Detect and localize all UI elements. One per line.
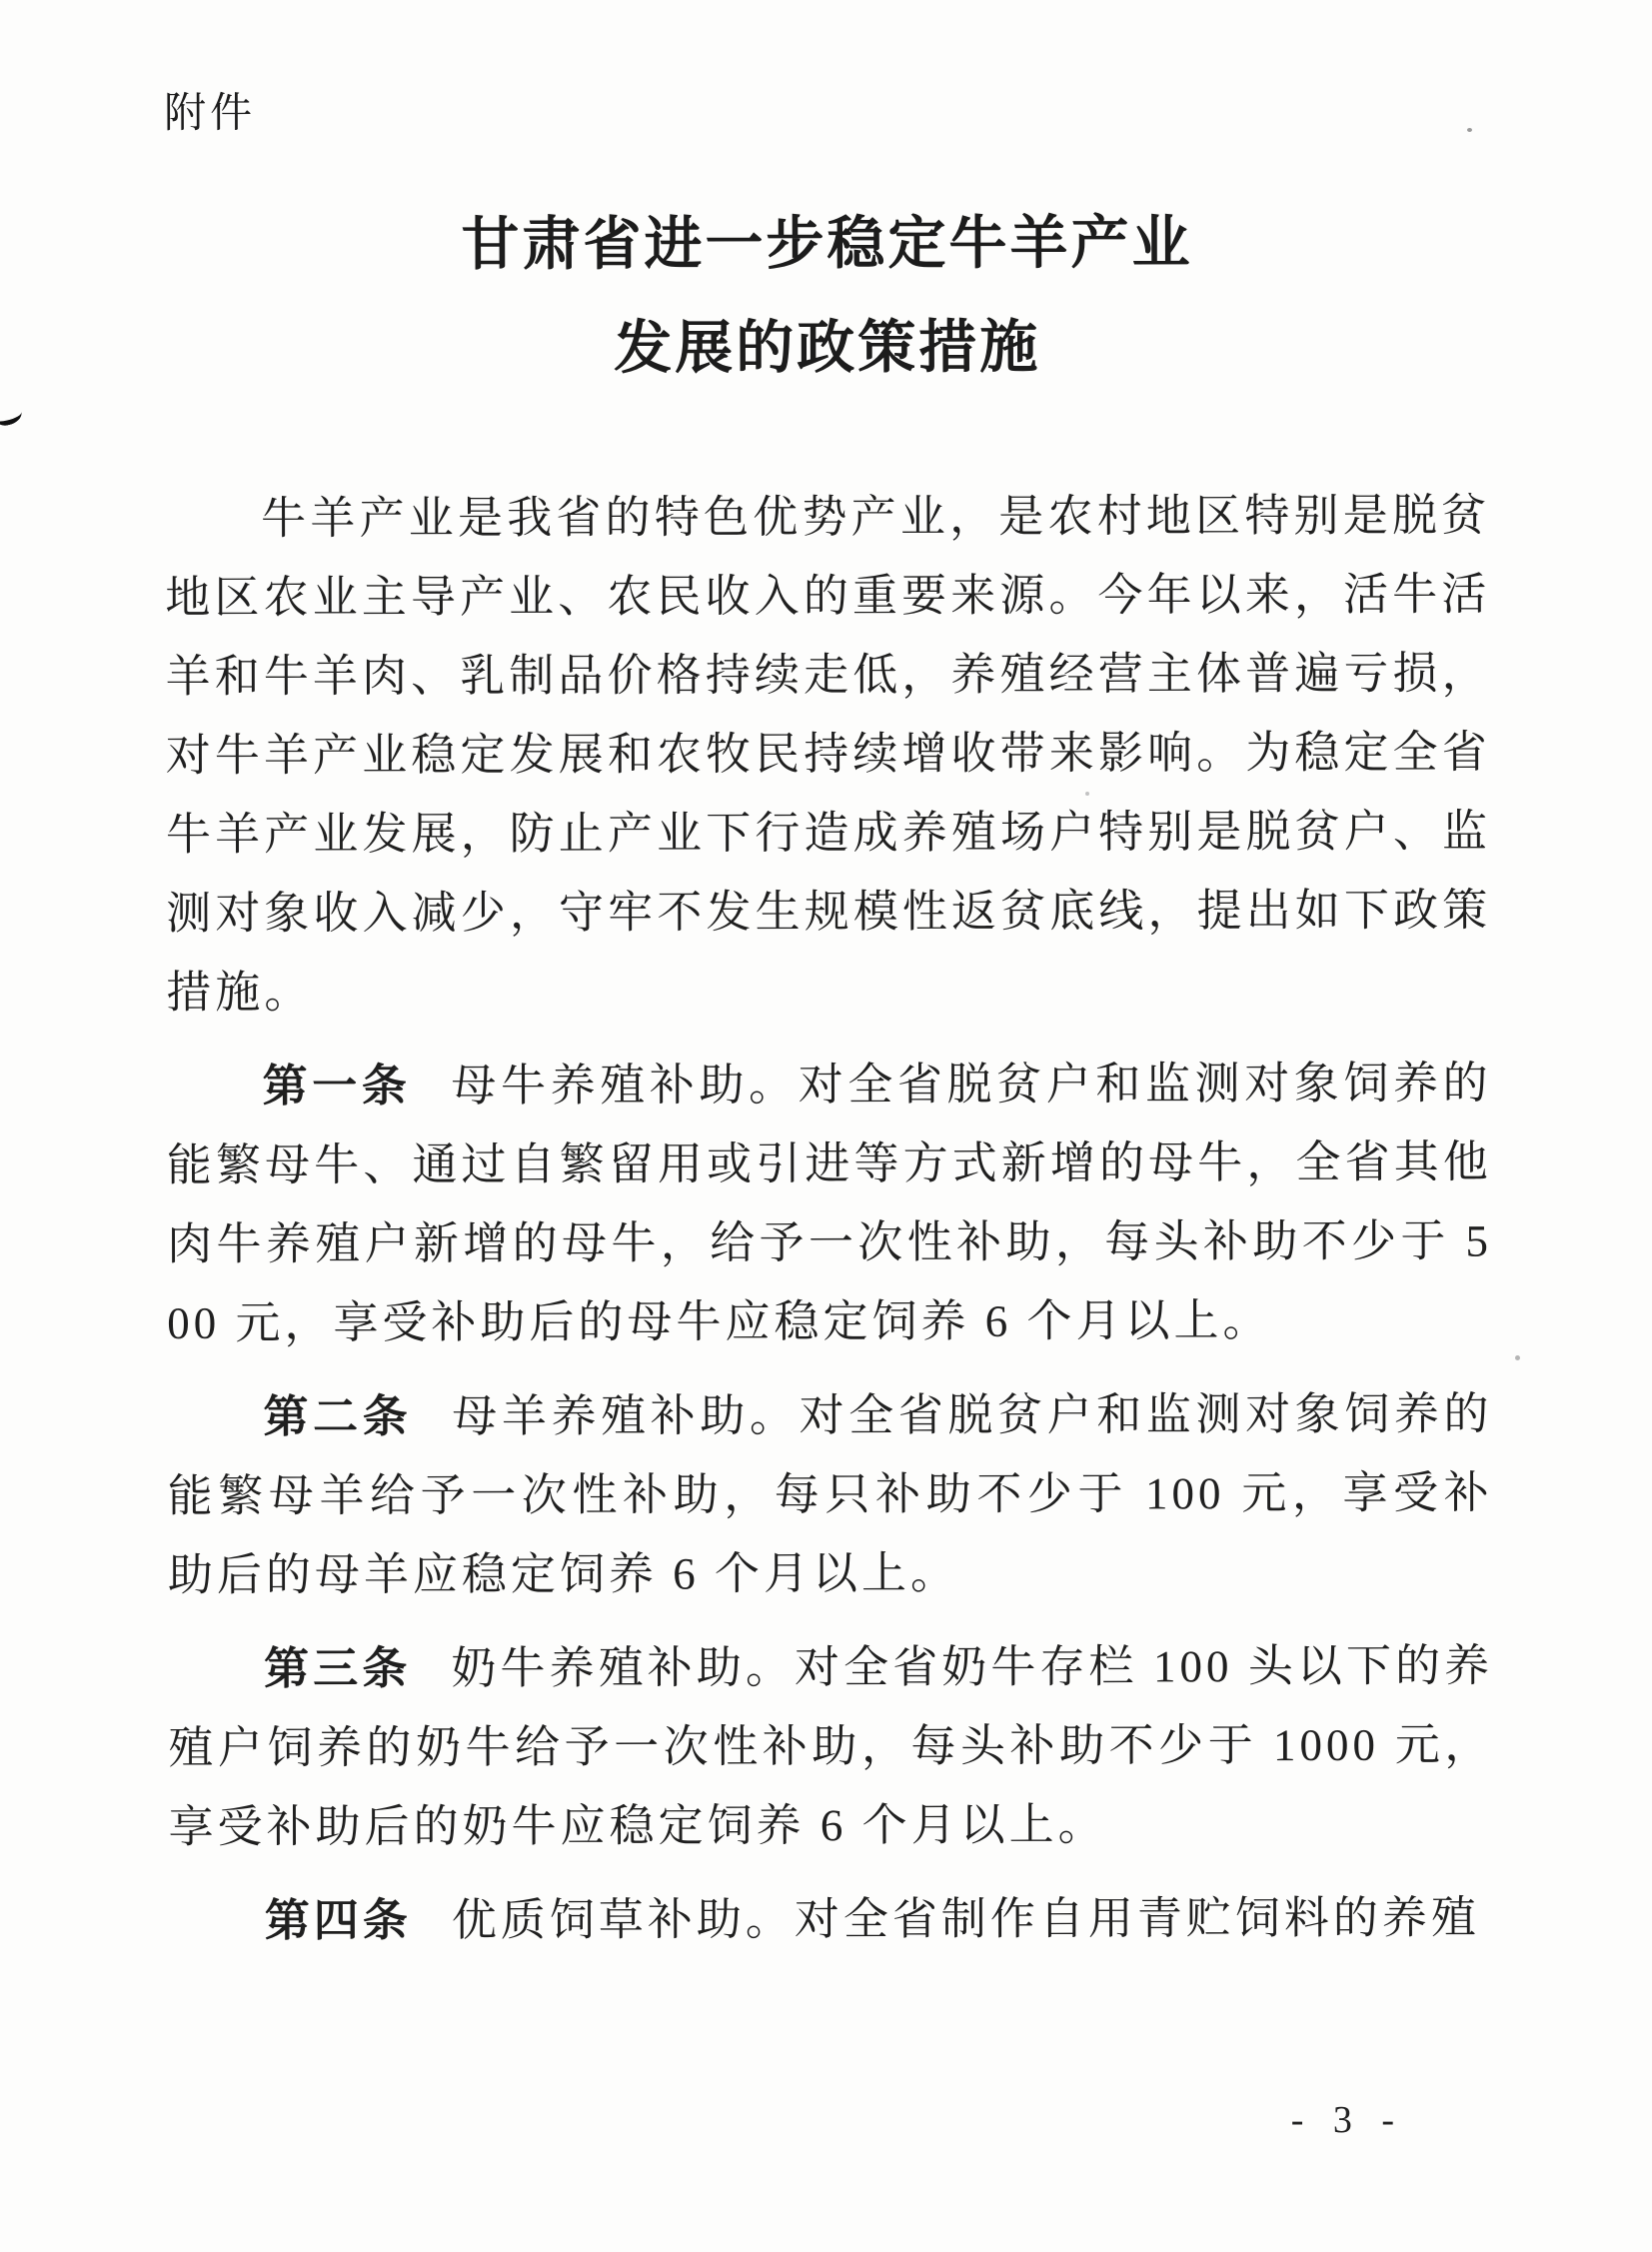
article-paragraph-4 (169, 1878, 1494, 1961)
article-paragraph-2 (167, 1374, 1493, 1615)
scan-artifact-dot (1515, 1355, 1520, 1360)
article-3-text: 奶牛养殖补助。对全省奶牛存栏 100 头以下的养殖户饲养的奶牛给予一次性补助，每头补助不少于 1000 元，享受补助后的奶牛应稳定饲养 6 个月以上。 (168, 1640, 1494, 1852)
document-content (164, 83, 1494, 1961)
scan-artifact-squiggle (0, 405, 23, 427)
article-4-label: 第四条 (264, 1894, 412, 1946)
document-body (165, 477, 1494, 1961)
article-1-label: 第一条 (262, 1060, 412, 1112)
article-3-label: 第三条 (264, 1642, 412, 1694)
article-4-text: 优质饲草补助。对全省制作自用青贮饲料的养殖 (451, 1892, 1480, 1946)
intro-paragraph: 牛羊产业是我省的特色优势产业，是农村地区特别是脱贫地区农业主导产业、农民收入的重要来源。今年以来，活牛活羊和牛羊肉、乳制品价格持续走低，养殖经营主体普遍亏损，对牛羊产业稳定发展和农牧民持续增收带来影响。为稳定全省牛羊产业发展，防止产业下行造成养殖场户特别是脱贫户、监测对象收入减少，守牢不发生规模性返贫底线，提出如下政策措施。 (165, 490, 1492, 1018)
article-2-label: 第二条 (263, 1390, 413, 1442)
article-paragraph-3 (168, 1626, 1494, 1867)
title-line-1: 甘肃省进一步稳定牛羊产业 (461, 210, 1193, 278)
document-title (164, 191, 1490, 402)
title-line-2: 发展的政策措施 (614, 314, 1041, 381)
article-1-text: 母牛养殖补助。对全省脱贫户和监测对象饲养的能繁母牛、通过自繁留用或引进等方式新增的母牛，全省其他肉牛养殖户新增的母牛，给予一次性补助，每头补助不少于 500 元，享受补助后的母牛应稳定饲养 6 个月以上。 (166, 1058, 1493, 1348)
page-number: - 3 - (1290, 2099, 1404, 2141)
article-2-text: 母羊养殖补助。对全省脱贫户和监测对象饲养的能繁母羊给予一次性补助，每只补助不少于 100 元，享受补助后的母羊应稳定饲养 6 个月以上。 (167, 1388, 1493, 1600)
attachment-label: 附件 (164, 90, 257, 137)
article-paragraph-1 (167, 1044, 1493, 1363)
